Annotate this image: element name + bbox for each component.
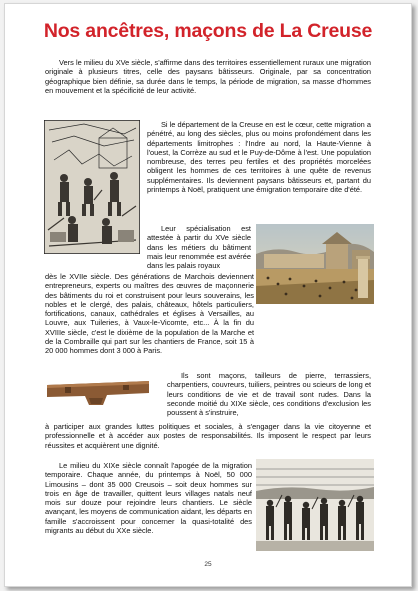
page (4, 3, 412, 587)
paragraph-territory: Si le département de la Creuse en est le cœur, cette migration a pénétré, au long des siècles, plus ou moins profondément dans les départements limitrophes : l'Indre au nord, la Haute-Vienne à l'ouest, la Corrèze au sud et le Puy-de-Dôme à l'est. Une population nombreuse, des terres peu fertiles et des propriétés morcelées obligent les hommes de ces territoires à une quête de revenus supplémentaires. Ils deviennent paysans bâtisseurs et, partant du printemps à Noël, pratiquent une émigration temporaire dite d'été. (147, 120, 371, 195)
painting-palace-construction (256, 224, 374, 304)
page-title: Nos ancêtres, maçons de La Creuse (43, 20, 373, 42)
engraving-builders-illustration (44, 120, 140, 254)
paragraph-dignity: à participer aux grandes luttes politiques et sociales, à s'engager dans la vie citoyenne et professionnelle et à accéder aux postes de responsabilités. Ils imposent le respect par leurs réussites et acquièrent une dignité. (45, 422, 371, 450)
page-number: 25 (204, 561, 212, 568)
paragraph-specialisation: Leur spécialisation est attestée à partir du XVe siècle dans les métiers du bâtiment mais leur renommée est avérée dans les palais royaux (147, 224, 251, 271)
paragraph-intro: Vers le milieu du XVe siècle, s'affirme dans des territoires essentiellement ruraux une migration originale à plusieurs titres, celle des paysans bâtisseurs. Originale, par sa concentration géographique bien définie, sa durée dans le temps, la période de migration, sa masse d'hommes en mouvement et la spécificité de leur activité. (45, 58, 371, 95)
paragraph-conditions: Ils sont maçons, tailleurs de pierre, terrassiers, charpentiers, couvreurs, tuiliers, peintres ou scieurs de long et leurs conditions de vie et de travail sont rudes. Dans la seconde moitié du XIXe siècle, ces conditions d'exclusion les poussent à s'instruire, (167, 371, 371, 418)
paragraph-royal-works-start: dès le XVIIe siècle. Des générations de Marchois deviennent entrepreneurs, experts ou maîtres des œuvres de maçonnerie des bâtiments du roi et construisent pour leurs souverains, les nobles et le clergé, des palais, châteaux, hôtels particuliers, fortifications, canaux, cathédrales et églises à Versailles, au Louvre, aux Tuileries, à Vaux-le-Vicomte, etc... À la fin du XVIIIe siècle, c'est le dixième de la population de la Marche et de la Combraille qui part sur les chantiers de France, soit 15 à 20 000 hommes dont 3 000 à Paris. (45, 272, 254, 356)
mason-tool-photo (45, 371, 151, 411)
paragraph-migration-peak: Le milieu du XIXe siècle connaît l'apogée de la migration temporaire. Chaque année, du printemps à Noël, 50 000 Limousins – dont 35 000 Creusois – soit deux hommes sur trois en âge de travailler, quittent leurs villages natals neuf mois sur douze pour rejoindre leurs chantiers. Le siècle avançant, les moyens de communication aidant, les départs en famille s'accroissent pour concerner la quasi-totalité des migrants au début du XXe siècle. (45, 461, 252, 536)
engraving-migrants-departure (256, 459, 374, 551)
